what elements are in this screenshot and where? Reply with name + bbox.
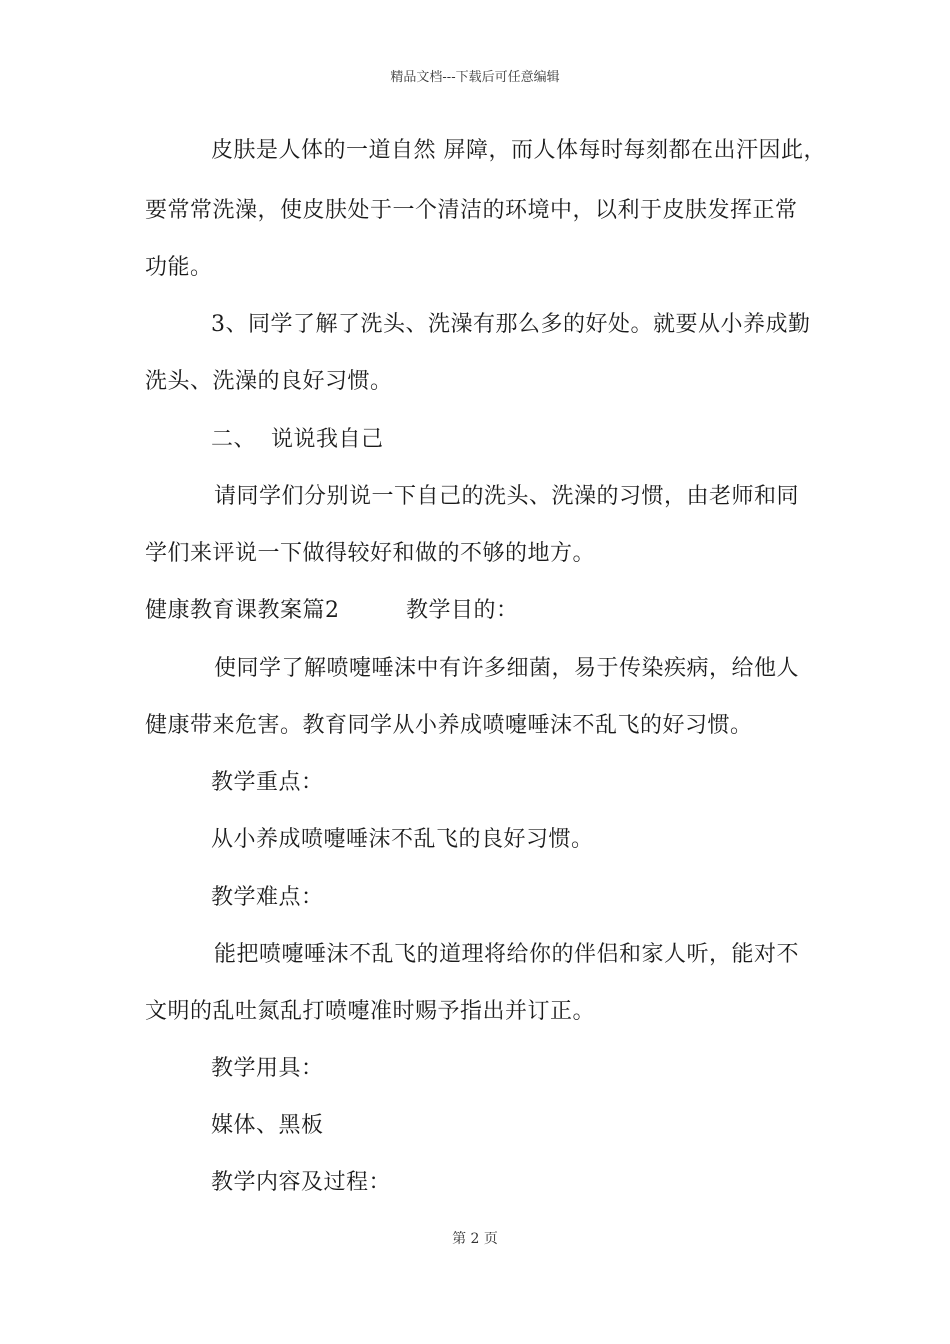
page-number: 第 2 页 [452, 1231, 498, 1247]
paragraph-line: 要常常洗澡，使皮肤处于一个清洁的环境中，以利于皮肤发挥正常 [145, 198, 798, 223]
paragraph-line: 从小养成喷嚏唾沫不乱飞的良好习惯。 [211, 827, 594, 852]
paragraph-line: 洗头、洗澡的良好习惯。 [145, 369, 393, 394]
paragraph-line: 能把喷嚏唾沫不乱飞的道理将给你的伴侣和家人听，能对不 [214, 942, 800, 967]
lesson-objective-label: 教学目的： [406, 598, 519, 623]
paragraph-line: 功能。 [145, 255, 213, 280]
paragraph-line: 学们来评说一下做得较好和做的不够的地方。 [145, 541, 596, 566]
paragraph-line: 媒体、黑板 [211, 1113, 324, 1138]
label-line: 教学用具： [211, 1056, 324, 1081]
paragraph-line: 请同学们分别说一下自己的洗头、洗澡的习惯，由老师和同 [214, 484, 800, 509]
paragraph-line: 使同学了解喷嚏唾沫中有许多细菌，易于传染疾病，给他人 [214, 656, 800, 681]
label-line: 教学重点： [211, 770, 324, 795]
section-heading: 二、 说说我自己 [211, 427, 384, 452]
paragraph-line: 健康带来危害。教育同学从小养成喷嚏唾沫不乱飞的好习惯。 [145, 713, 753, 738]
paragraph-line: 3、同学了解了洗头、洗澡有那么多的好处。就要从小养成勤 [211, 312, 811, 337]
label-line: 教学难点： [211, 885, 324, 910]
lesson-title: 健康教育课教案篇2 [145, 598, 340, 623]
paragraph-line: 皮肤是人体的一道自然 屏障，而人体每时每刻都在出汗因此， [211, 138, 826, 163]
page-header: 精品文档---下载后可任意编辑 [390, 70, 560, 85]
label-line: 教学内容及过程： [211, 1170, 392, 1195]
paragraph-line: 文明的乱吐氮乱打喷嚏准时赐予指出并订正。 [145, 999, 596, 1024]
